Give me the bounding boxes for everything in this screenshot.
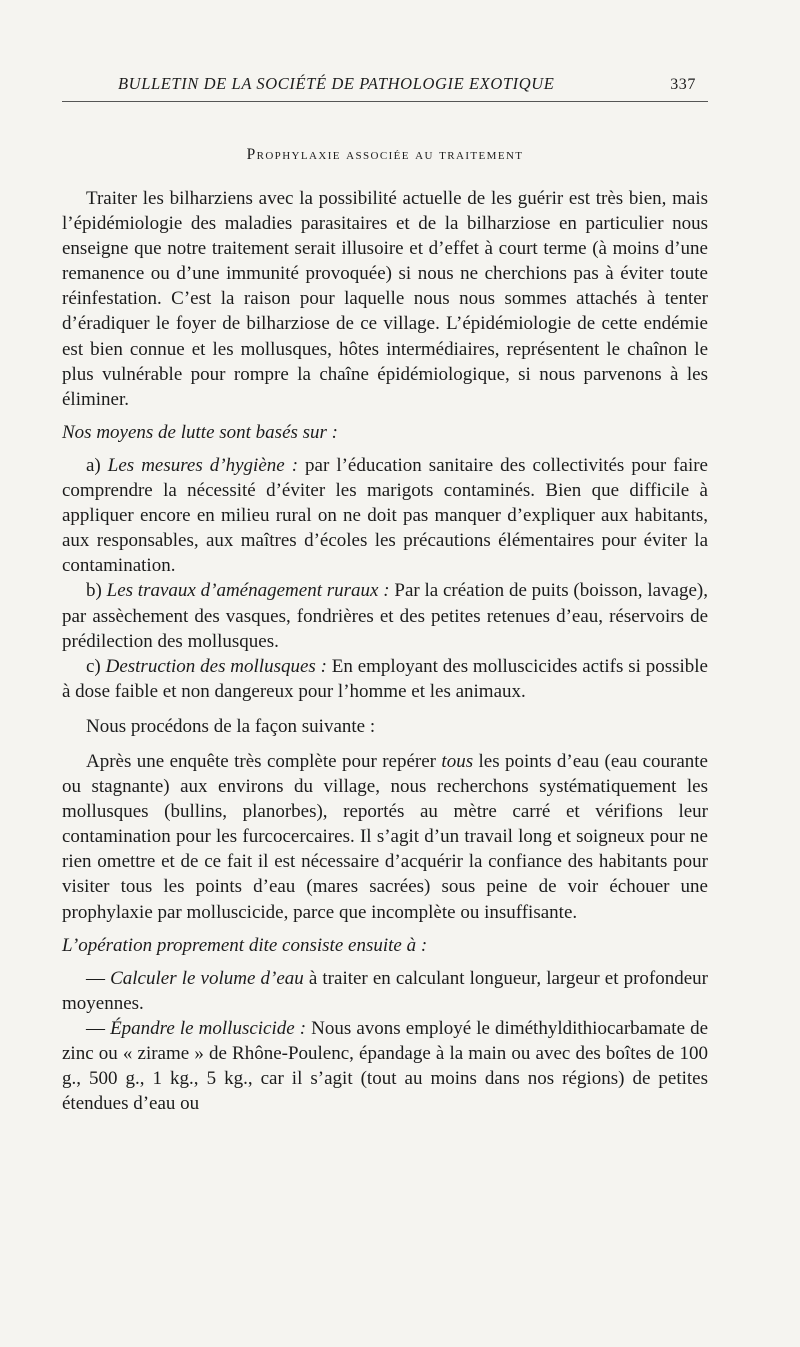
header-rule <box>62 101 708 102</box>
step-volume <box>62 966 708 1016</box>
survey-emphasis: tous <box>441 750 474 772</box>
item-c-text: En employant des molluscicides actifs si possible à dose faible et non dangereux pour l’homme et les animaux. <box>62 655 708 702</box>
item-b-text: Par la création de puits (boisson, lavage), par assèchement des vasques, fondrières et des petites retenues d’eau, réservoirs de prédilection des mollusques. <box>62 580 708 652</box>
survey-before: Après une enquête très complète pour repérer <box>86 750 442 772</box>
step-spread <box>62 1016 708 1116</box>
item-a <box>62 453 708 578</box>
procedure-intro: Nous procédons de la façon suivante : <box>86 715 376 737</box>
item-b <box>62 578 708 653</box>
item-b-marker: b) <box>86 580 107 602</box>
step-1-text: à traiter en calculant longueur, largeur et profondeur moyennes. <box>62 967 709 1014</box>
item-c <box>62 654 708 704</box>
page-number: 337 <box>670 76 696 93</box>
item-a-label: Les mesures d’hygiène : <box>107 454 299 476</box>
operation-heading: L’opération proprement dite consiste ensuite à : <box>62 934 428 956</box>
journal-title: BULLETIN DE LA SOCIÉTÉ DE PATHOLOGIE EXOTIQUE <box>118 74 555 93</box>
step-1-dash: — <box>86 967 111 989</box>
step-1-label: Calculer le volume d’eau <box>110 967 304 989</box>
section-title: Prophylaxie associée au traitement <box>246 146 524 163</box>
means-heading: Nos moyens de lutte sont basés sur : <box>62 421 339 443</box>
item-c-label: Destruction des mollusques : <box>105 655 327 677</box>
step-2-label: Épandre le molluscicide : <box>110 1017 307 1039</box>
item-a-text: par l’éducation sanitaire des collectivités pour faire comprendre la nécessité d’éviter les marigots contaminés. Bien que difficile à appliquer encore en milieu rural on ne doit pas manquer d’expliquer aux habitants, aux responsables, aux maîtres d’écoles les précautions élémentaires pour éviter la contamination. <box>62 454 708 577</box>
item-a-marker: a) <box>86 454 108 476</box>
survey-paragraph <box>62 749 708 925</box>
step-2-text: Nous avons employé le diméthyldithiocarbamate de zinc ou « zirame » de Rhône-Poulenc, épandage à la main ou avec des boîtes de 100 g., 500 g., 1 kg., 5 kg., car il s’agit (tout au moins dans nos régions) de petites étendues d’eau ou <box>62 1017 709 1115</box>
survey-after: les points d’eau (eau courante ou stagnante) aux environs du village, nous recherchons systématiquement les mollusques (bullins, planorbes), reportés au mètre carré et vérifions leur contamination pour les furcocercaires. Il s’agit d’un travail long et soigneux pour ne rien omettre et de ce fait il est nécessaire d’acquérir la confiance des habitants pour visiter tous les points d’eau (mares sacrées) sous peine de voir échouer une prophylaxie par molluscicide, parce que incomplète ou insuffisante. <box>62 750 708 923</box>
body-text <box>62 186 708 1116</box>
intro-paragraph: Traiter les bilharziens avec la possibilité actuelle de les guérir est très bien, mais l’épidémiologie des maladies parasitaires et de la bilharziose en particulier nous enseigne que notre traitement serait illusoire et d’effet à court terme (à moins d’une remanence ou d’une immunité provoquée) si nous ne cherchions pas à éviter toute réinfestation. C’est la raison pour laquelle nous nous sommes attachés à tenter d’éradiquer le foyer de bilharziose de ce village. L’épidémiologie de cette endémie est bien connue et les mollusques, hôtes intermédiaires, représentent le chaînon le plus vulnérable pour rompre la chaîne épidémiologique, si nous parvenons à les éliminer. <box>62 188 708 410</box>
item-b-label: Les travaux d’aménagement ruraux : <box>106 580 390 602</box>
item-c-marker: c) <box>86 655 106 677</box>
step-2-dash: — <box>86 1017 111 1039</box>
